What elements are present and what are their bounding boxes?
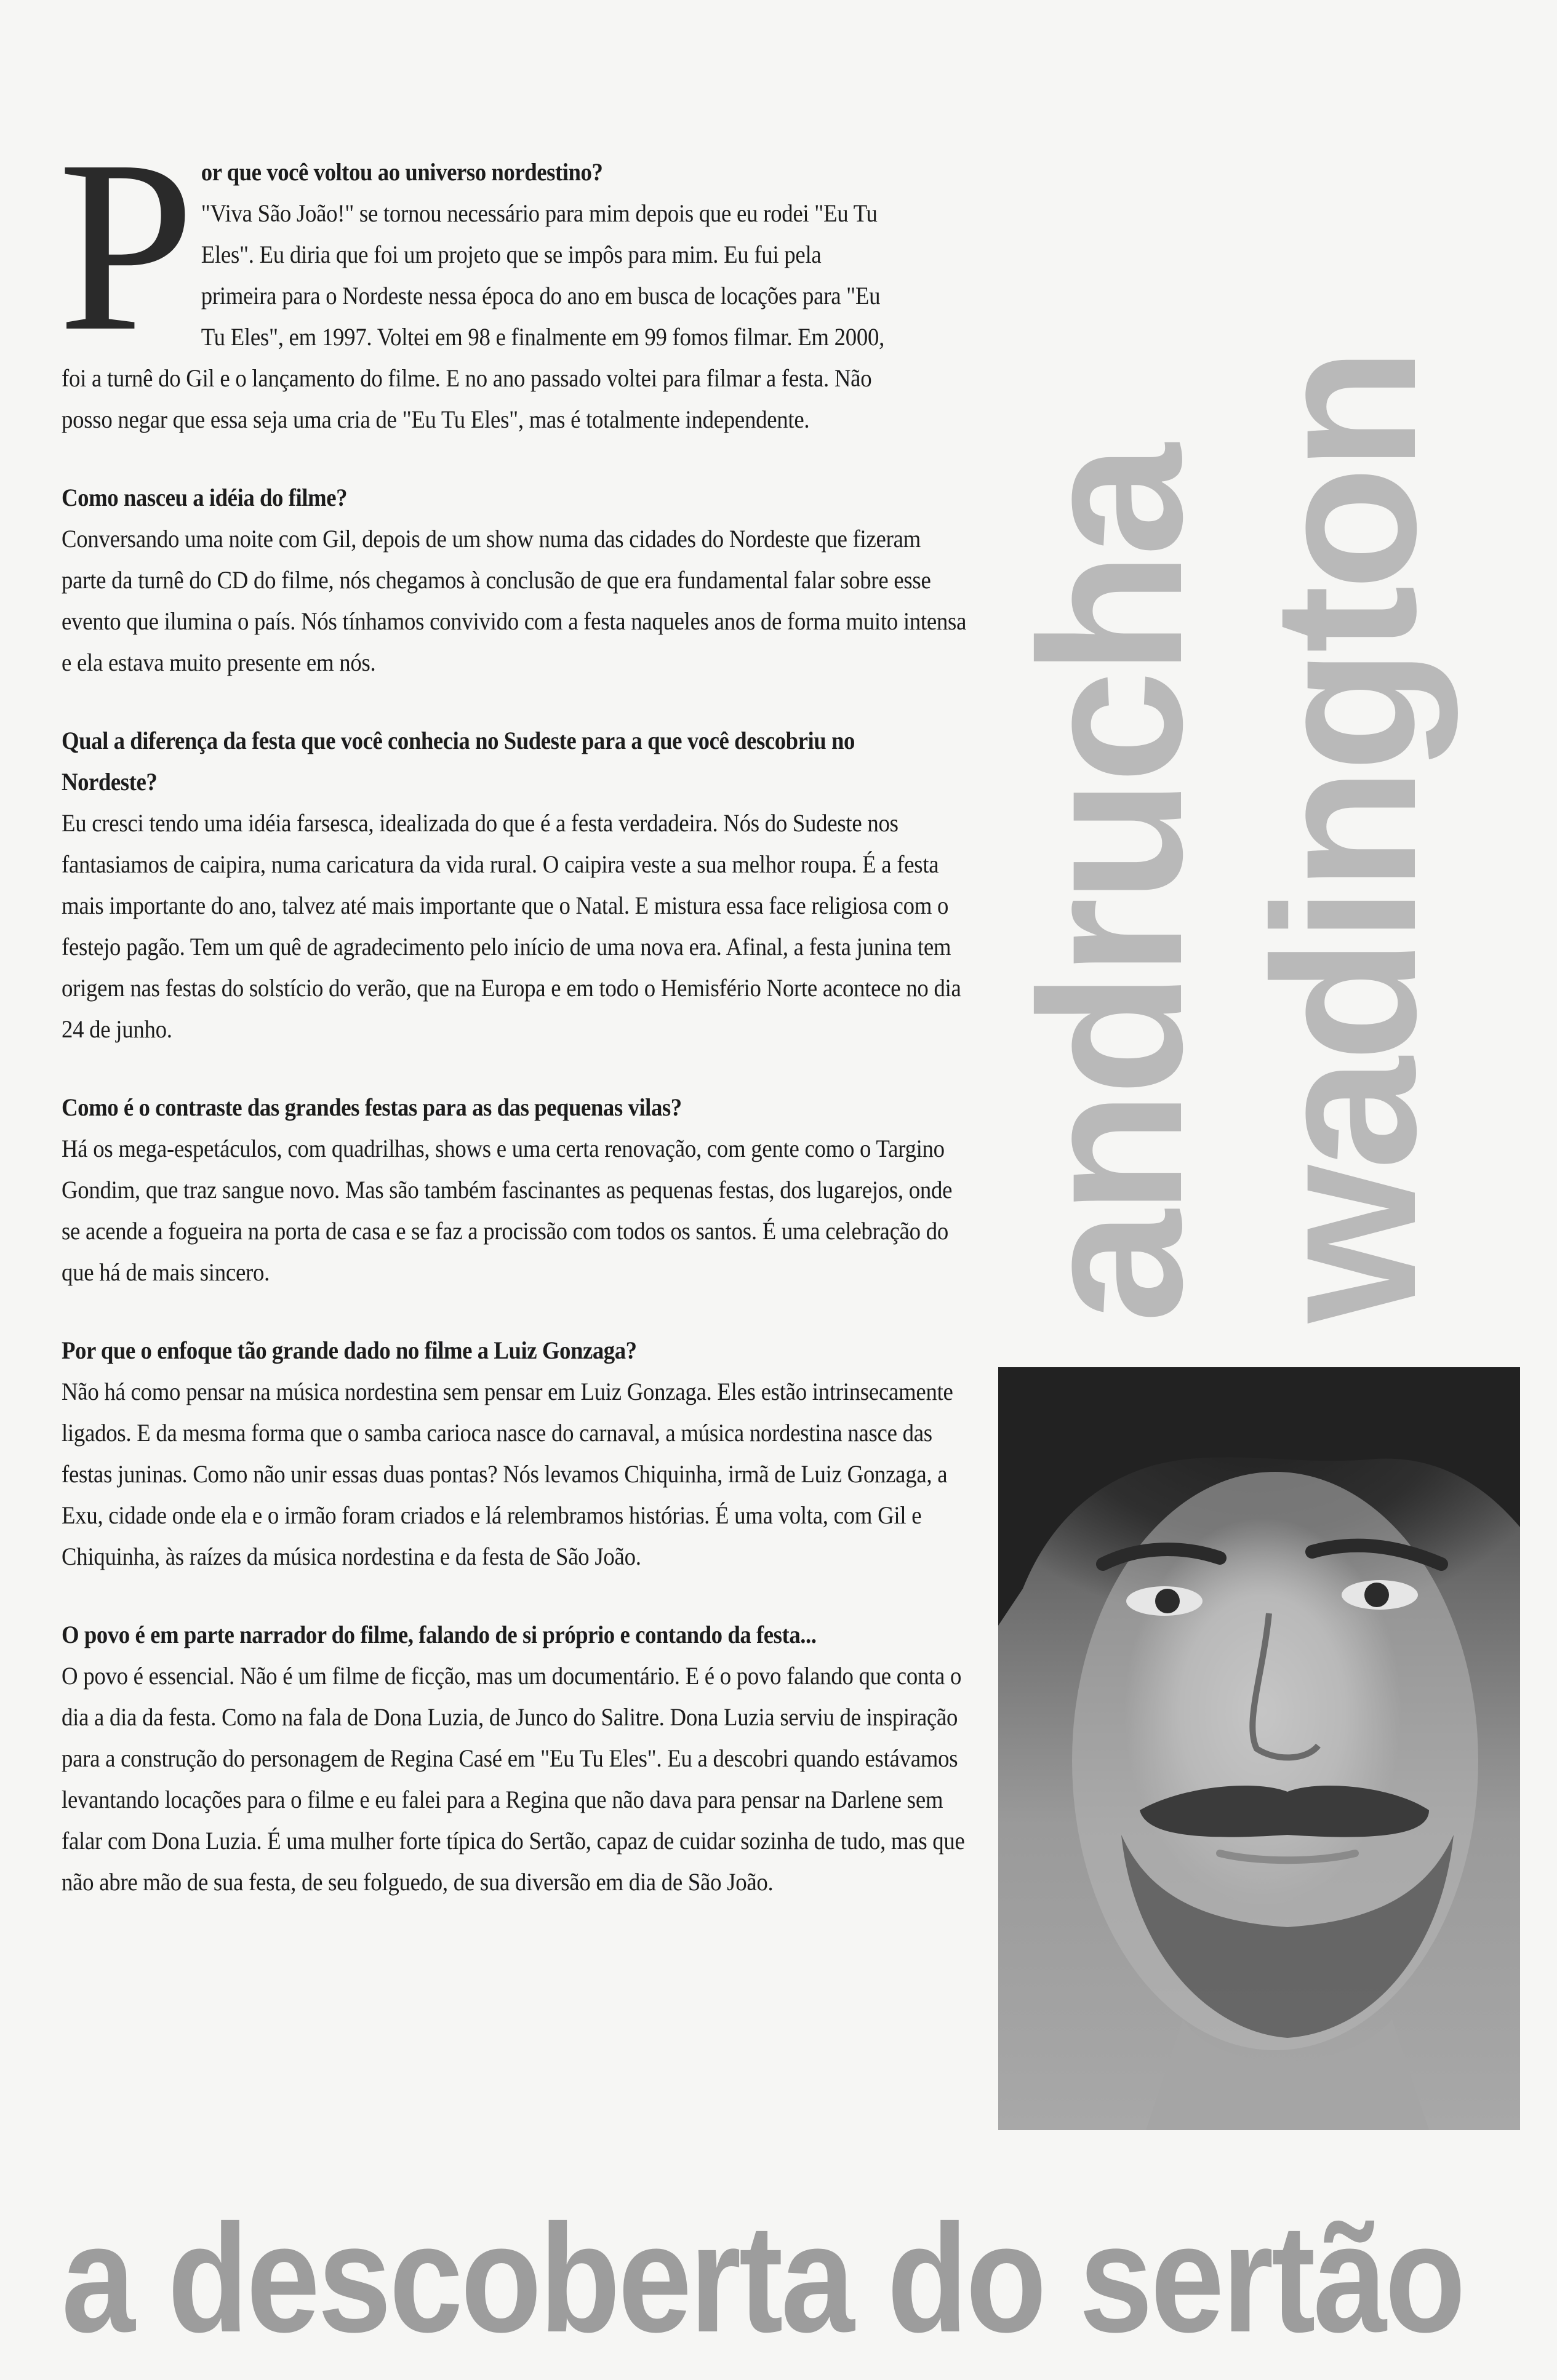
portrait-illustration — [998, 1367, 1520, 2130]
qa-block — [62, 1614, 972, 1903]
answer-text: Há os mega-espetáculos, com quadrilhas, shows e uma certa renovação, com gente como o Targino Gondim, que traz sangue novo. Mas são também fascinantes as pequenas festas, dos lugarejos, onde se acende a fogueira na porta de casa e se faz a procissão com todos os santos. É uma celebração do que há de mais sincero. — [62, 1135, 953, 1286]
question-heading: O povo é em parte narrador do filme, falando de si próprio e contando da festa... — [62, 1621, 817, 1648]
last-name-vertical: wadington — [1231, 352, 1458, 1323]
answer-text: O povo é essencial. Não é um filme de ficção, mas um documentário. E é o povo falando que conta o dia a dia da festa. Como na fala de Dona Luzia, de Junco do Salitre. Dona Luzia serviu de inspiração para a construção do personagem de Regina Casé em "Eu Tu Eles". Eu a descobri quando estávamos levantando locações para o filme e eu falei para a Regina que não dava para pensar na Darlene sem falar com Dona Luzia. É uma mulher forte típica do Sertão, capaz de cuidar sozinha de tudo, mas que não abre mão de sua festa, de seu folguedo, de sua diversão em dia de São João. — [62, 1662, 965, 1896]
qa-block — [62, 1087, 972, 1293]
qa-block — [62, 477, 972, 683]
qa-block — [62, 1330, 972, 1577]
first-name-vertical: andrucha — [997, 448, 1224, 1323]
question-heading: Como é o contraste das grandes festas para as das pequenas vilas? — [62, 1093, 682, 1121]
answer-text: Não há como pensar na música nordestina sem pensar em Luiz Gonzaga. Eles estão intrinsecamente ligados. E da mesma forma que o samba carioca nasce do carnaval, a música nordestina nasce das festas juninas. Como não unir essas duas pontas? Nós levamos Chiquinha, irmã de Luiz Gonzaga, a Exu, cidade onde ela e o irmão foram criados e lá relembramos histórias. É uma volta, com Gil e Chiquinha, às raízes da música nordestina e da festa de São João. — [62, 1378, 953, 1570]
question-heading: Por que o enfoque tão grande dado no filme a Luiz Gonzaga? — [62, 1336, 637, 1364]
intro-qa — [58, 110, 972, 440]
intro-answer: "Viva São João!" se tornou necessário para mim depois que eu rodei "Eu Tu Eles". Eu diria que foi um projeto que se impôs para mim. Eu fui pela primeira para o Nordeste nessa época do ano em busca de locações para "Eu Tu Eles", em 1997. Voltei em 98 e finalmente em 99 fomos filmar. Em 2000, foi a turnê do Gil e o lançamento do filme. E no ano passado voltei para filmar a festa. Não posso negar que essa seja uma cria de "Eu Tu Eles", mas é totalmente independente. — [62, 199, 885, 433]
question-heading: Qual a diferença da festa que você conhecia no Sudeste para a que você descobriu no Nordeste? — [62, 727, 855, 796]
article-body — [58, 110, 972, 1939]
question-heading: Como nasceu a idéia do filme? — [62, 484, 348, 511]
intro-question: or que você voltou ao universo nordestino? — [201, 158, 603, 186]
vertical-name-display — [997, 43, 1539, 1329]
qa-block — [62, 720, 972, 1050]
drop-cap: P — [58, 110, 195, 382]
answer-text: Conversando uma noite com Gil, depois de um show numa das cidades do Nordeste que fizeram parte da turnê do CD do filme, nós chegamos à conclusão de que era fundamental falar sobre esse evento que ilumina o país. Nós tínhamos convivido com a festa naqueles anos de forma muito intensa e ela estava muito presente em nós. — [62, 525, 967, 676]
headline: a descoberta do sertão — [62, 2192, 1464, 2364]
portrait-photo — [998, 1367, 1520, 2130]
answer-text: Eu cresci tendo uma idéia farsesca, idealizada do que é a festa verdadeira. Nós do Sudeste nos fantasiamos de caipira, numa caricatura da vida rural. O caipira veste a sua melhor roupa. É a festa mais importante do ano, talvez até mais importante que o Natal. E mistura essa face religiosa com o festejo pagão. Tem um quê de agradecimento pelo início de uma nova era. Afinal, a festa junina tem origem nas festas do solstício do verão, que na Europa e em todo o Hemisfério Norte acontece no dia 24 de junho. — [62, 809, 961, 1043]
